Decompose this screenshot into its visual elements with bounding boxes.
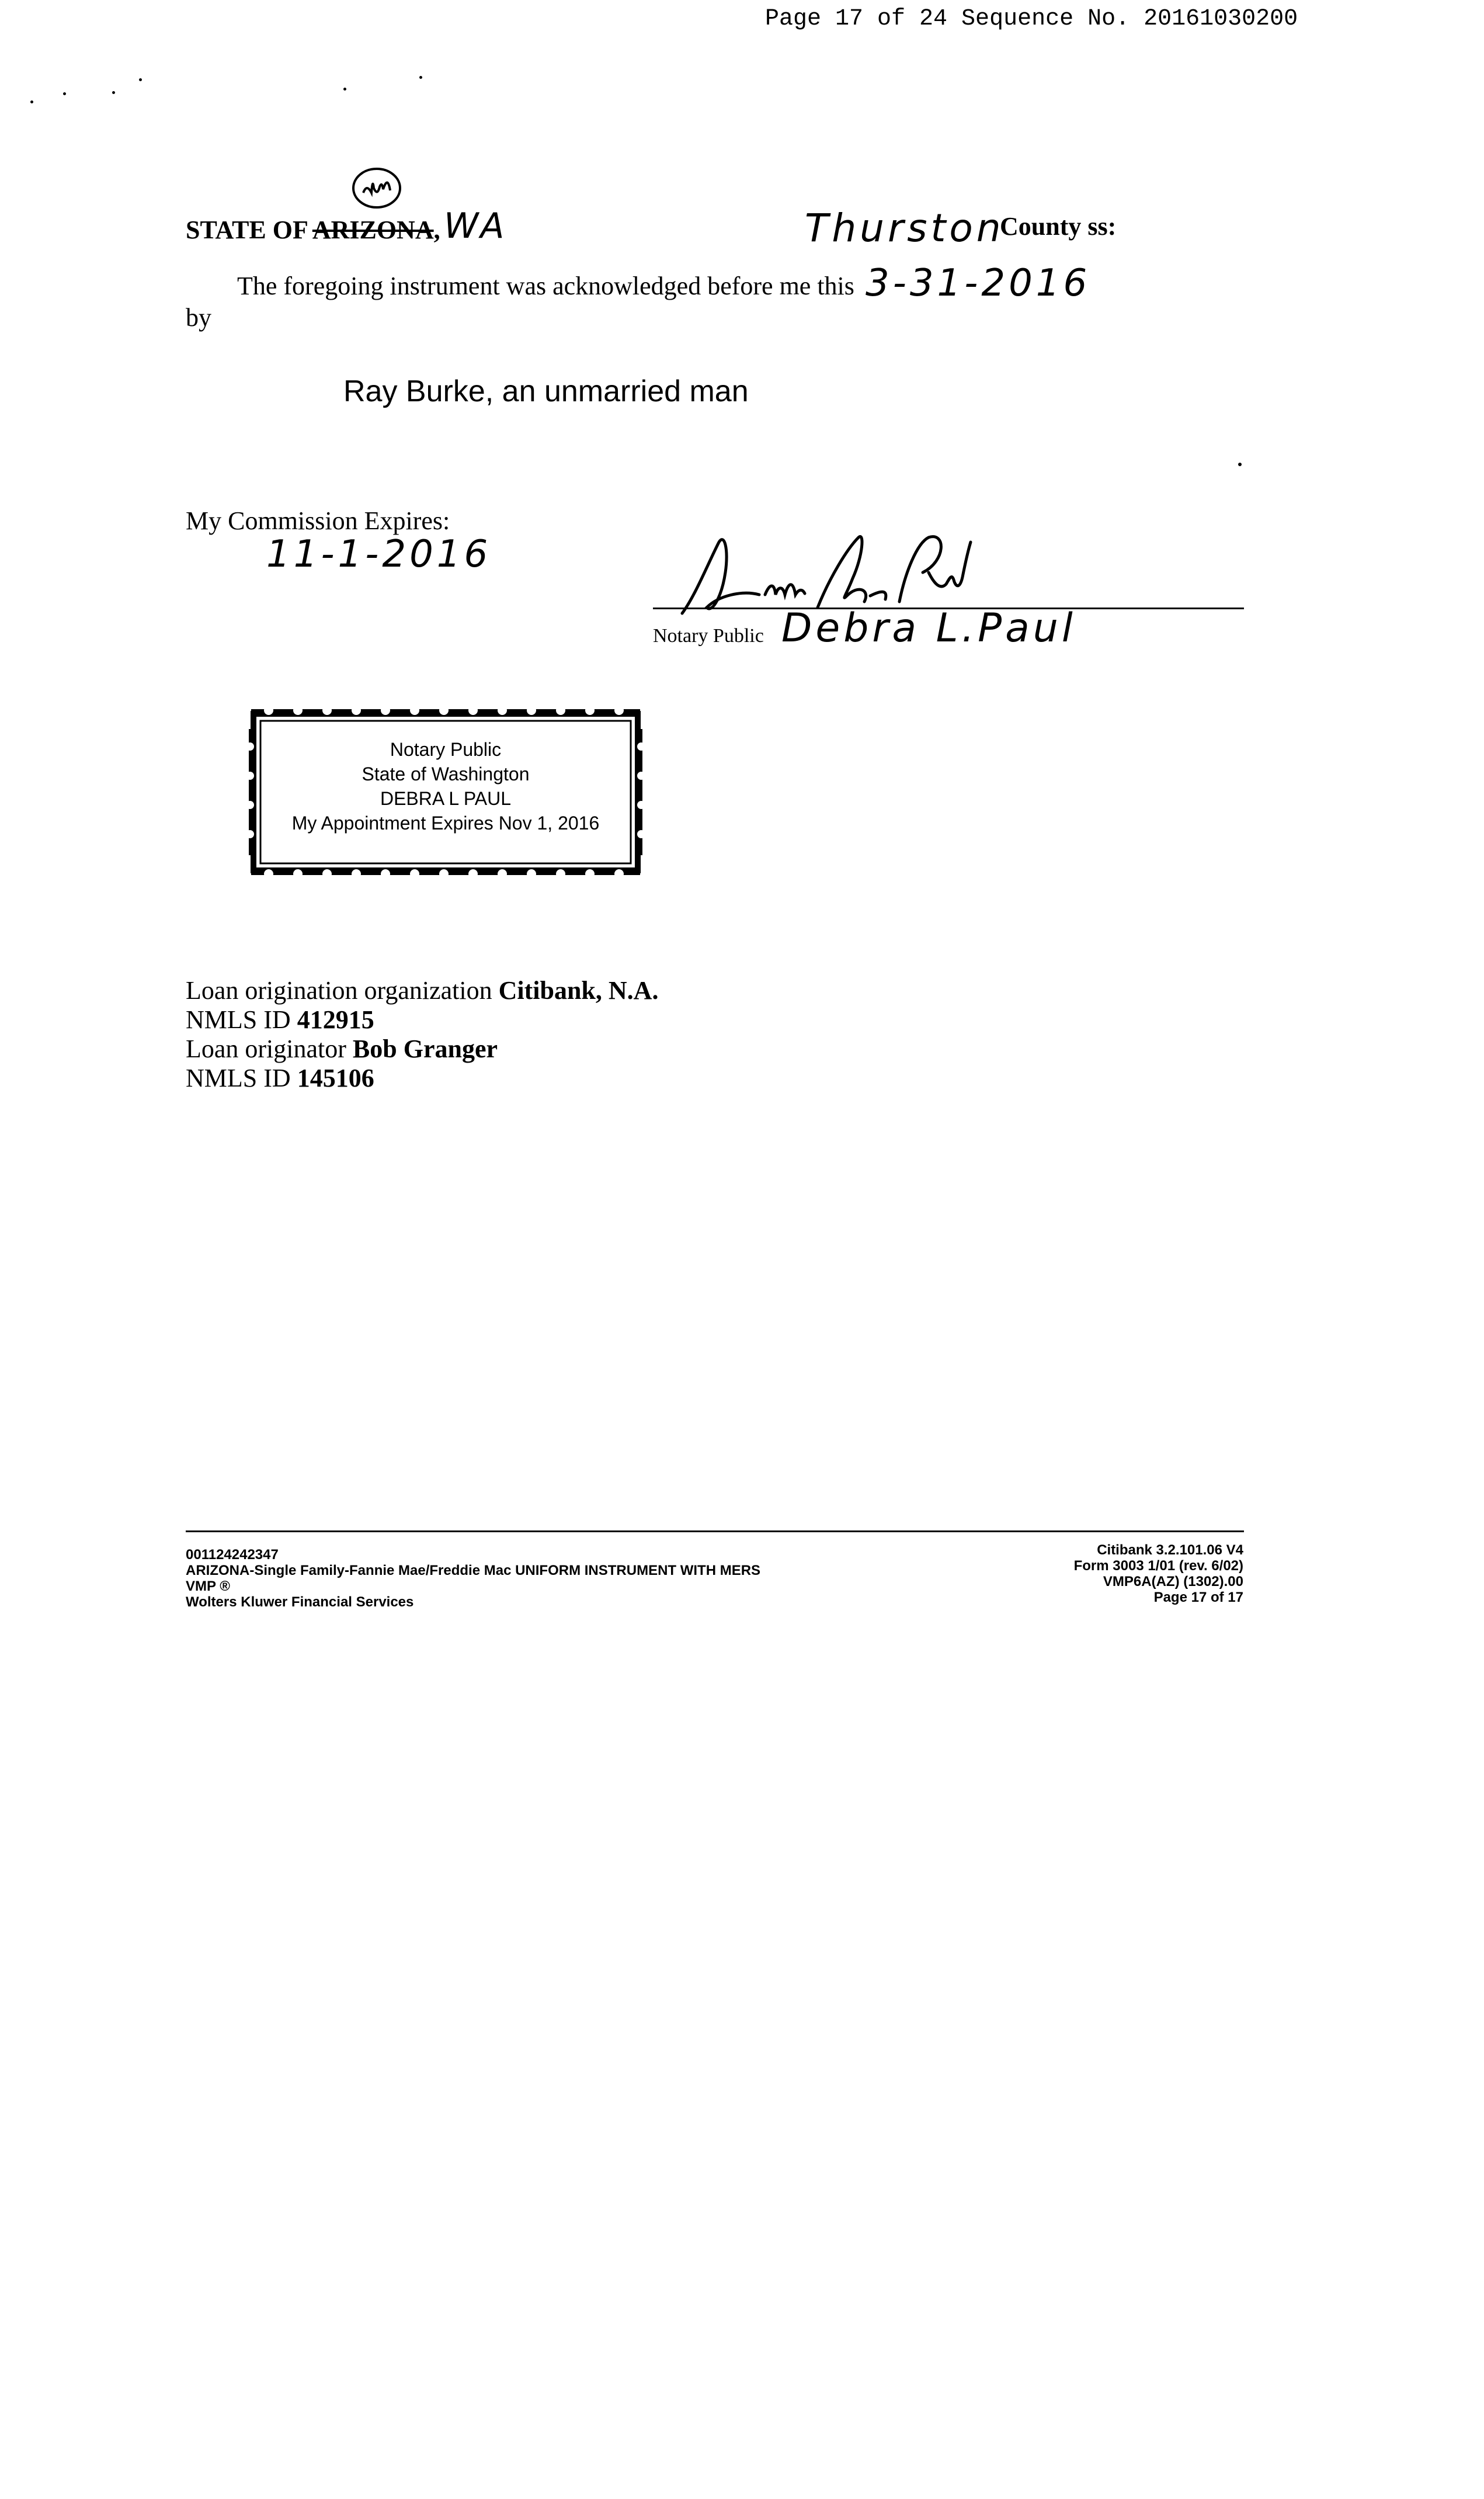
footer-line-item: VMP ® (186, 1578, 230, 1594)
originator-nmls-id: NMLS ID 145106 (186, 1064, 374, 1092)
handwritten-commission-expiry: 11-1-2016 (266, 533, 492, 576)
page-sequence-header: Page 17 of 24 Sequence No. 20161030200 (765, 6, 1298, 32)
footer-line-item: Page 17 of 17 (1153, 1589, 1243, 1605)
acknowledgment-text: The foregoing instrument was acknowledged before me this (237, 272, 854, 300)
footer-left (186, 1547, 760, 1610)
footer-right (1074, 1542, 1243, 1605)
scan-speck (343, 88, 346, 91)
by-label: by (186, 303, 211, 332)
footer-line-item: Wolters Kluwer Financial Services (186, 1594, 414, 1610)
loan-originator: Loan originator Bob Granger (186, 1035, 498, 1063)
county-label: County ss: (1000, 212, 1117, 241)
notary-public-label: Notary Public (653, 625, 764, 647)
scan-speck (30, 100, 33, 103)
acknowledging-party: Ray Burke, an unmarried man (343, 374, 749, 408)
state-label: STATE OF ARIZONA, (186, 216, 440, 244)
footer-divider (186, 1530, 1244, 1532)
seal-line: Notary Public (390, 739, 502, 760)
footer-line-item: Form 3003 1/01 (rev. 6/02) (1073, 1558, 1243, 1574)
scan-speck (419, 76, 422, 79)
scan-speck (139, 78, 142, 81)
footer-line-item: 001124242347 (186, 1547, 279, 1563)
scan-speck (1238, 463, 1242, 466)
scan-speck (112, 91, 115, 94)
seal-line: State of Washington (362, 763, 530, 785)
commission-label: My Commission Expires: (186, 506, 450, 535)
loan-origination-organization: Loan origination organization Citibank, N.A. (186, 976, 659, 1005)
seal-line: My Appointment Expires Nov 1, 2016 (291, 813, 600, 834)
handwritten-county: Thurston (805, 206, 1005, 251)
state-struck-text: ARIZONA (312, 216, 434, 244)
handwritten-state: WA (444, 206, 508, 247)
originator-name: Bob Granger (352, 1035, 498, 1063)
footer-line-item: VMP6A(AZ) (1302).00 (1103, 1574, 1243, 1589)
notary-seal-text (245, 737, 646, 835)
organization-name: Citibank, N.A. (498, 976, 659, 1005)
seal-line: DEBRA L PAUL (380, 788, 512, 809)
footer-line-item: Citibank 3.2.101.06 V4 (1097, 1542, 1243, 1558)
organization-nmls-id: NMLS ID 412915 (186, 1005, 374, 1034)
footer-line-item: ARIZONA-Single Family-Fannie Mae/Freddie Mac UNIFORM INSTRUMENT WITH MERS (186, 1563, 761, 1578)
handwritten-initials (350, 165, 403, 211)
handwritten-date: 3-31-2016 (866, 262, 1091, 305)
scan-speck (63, 92, 66, 95)
handwritten-notary-name: Debra L.Paul (781, 605, 1076, 651)
